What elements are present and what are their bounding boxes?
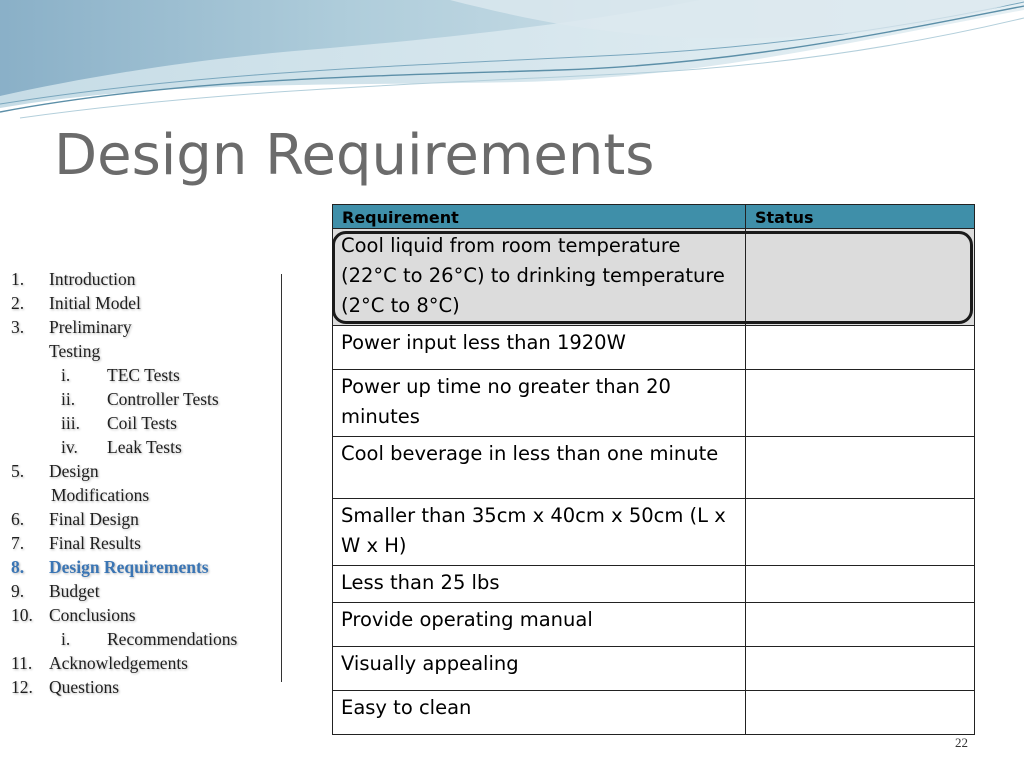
- status-cell: [746, 437, 975, 499]
- agenda-item: [8, 460, 278, 484]
- page-number: 22: [955, 735, 968, 750]
- agenda-item-number: 9.: [11, 581, 25, 601]
- requirement-cell: Provide operating manual: [333, 603, 746, 647]
- requirement-cell: Cool liquid from room temperature (22°C to 26°C) to drinking temperature (2°C to 8°C): [333, 229, 746, 326]
- agenda-item: [8, 316, 278, 340]
- agenda-divider: [281, 274, 282, 682]
- agenda-item: [8, 484, 278, 508]
- status-cell: [746, 647, 975, 691]
- agenda-item-number: 5.: [11, 461, 25, 481]
- table-row: [333, 566, 975, 603]
- table-row: [333, 437, 975, 499]
- table-row: [333, 647, 975, 691]
- agenda-item-label: Acknowledgements: [49, 653, 188, 673]
- requirement-cell: Visually appealing: [333, 647, 746, 691]
- agenda-item: [8, 364, 278, 388]
- requirement-cell: Smaller than 35cm x 40cm x 50cm (L x W x H): [333, 499, 746, 566]
- status-cell: [746, 691, 975, 735]
- agenda-item-label: Final Results: [49, 533, 141, 553]
- agenda-item-label: Introduction: [49, 269, 136, 289]
- agenda-item-label: Design: [49, 461, 99, 481]
- agenda-item-number: 6.: [11, 509, 25, 529]
- agenda-item-number: iv.: [61, 437, 78, 457]
- requirement-cell: Power up time no greater than 20 minutes: [333, 370, 746, 437]
- agenda-item: [8, 508, 278, 532]
- agenda-item-number: 1.: [11, 269, 25, 289]
- agenda-list: [8, 268, 278, 700]
- table-row: [333, 603, 975, 647]
- agenda-item-label: Coil Tests: [107, 413, 177, 433]
- agenda-item: [8, 556, 278, 580]
- requirement-cell: Less than 25 lbs: [333, 566, 746, 603]
- agenda-item-number: 8.: [11, 557, 25, 577]
- agenda-item-label: Initial Model: [49, 293, 141, 313]
- requirement-cell: Power input less than 1920W: [333, 326, 746, 370]
- agenda-item-label: Budget: [49, 581, 100, 601]
- header-requirement: Requirement: [333, 205, 746, 229]
- slide-title: Design Requirements: [54, 123, 655, 188]
- table-row: [333, 229, 975, 326]
- agenda-item: [8, 436, 278, 460]
- agenda-item-number: 7.: [11, 533, 25, 553]
- agenda-item-label: Testing: [49, 341, 101, 361]
- agenda-item-label: Recommendations: [107, 629, 238, 649]
- agenda-item-number: 11.: [11, 653, 33, 673]
- agenda-item-label: Leak Tests: [107, 437, 182, 457]
- agenda-item-number: ii.: [61, 389, 76, 409]
- agenda-item-number: 12.: [11, 677, 33, 697]
- decorative-waves-banner: [0, 0, 1024, 120]
- table-row: [333, 499, 975, 566]
- status-cell: [746, 566, 975, 603]
- agenda-item: [8, 628, 278, 652]
- header-status: Status: [746, 205, 975, 229]
- agenda-item-number: iii.: [61, 413, 80, 433]
- requirement-cell: Cool beverage in less than one minute: [333, 437, 746, 499]
- table-row: [333, 326, 975, 370]
- table-row: [333, 691, 975, 735]
- agenda-item-label: Preliminary: [49, 317, 132, 337]
- agenda-item-number: i.: [61, 629, 71, 649]
- agenda-item-label: Final Design: [49, 509, 139, 529]
- status-cell: [746, 370, 975, 437]
- agenda-item: [8, 532, 278, 556]
- agenda-item-number: 3.: [11, 317, 25, 337]
- table-header-row: [333, 205, 975, 229]
- agenda-item: [8, 676, 278, 700]
- agenda-item: [8, 268, 278, 292]
- agenda-item-number: i.: [61, 365, 71, 385]
- status-cell: [746, 499, 975, 566]
- agenda-item: [8, 340, 278, 364]
- agenda-item: [8, 580, 278, 604]
- agenda-item-number: 2.: [11, 293, 25, 313]
- agenda-item-label: Conclusions: [49, 605, 136, 625]
- agenda-item: [8, 604, 278, 628]
- agenda-item: [8, 388, 278, 412]
- agenda-item-label: Questions: [49, 677, 119, 697]
- agenda-item-number: 10.: [11, 605, 33, 625]
- requirement-cell: Easy to clean: [333, 691, 746, 735]
- agenda-item: [8, 652, 278, 676]
- agenda-item: [8, 292, 278, 316]
- status-cell: [746, 229, 975, 326]
- table-row: [333, 370, 975, 437]
- status-cell: [746, 603, 975, 647]
- agenda-item-label: Controller Tests: [107, 389, 219, 409]
- agenda-item: [8, 412, 278, 436]
- requirements-table: [332, 204, 975, 735]
- agenda-item-label: Design Requirements: [49, 557, 209, 577]
- agenda-item-label: Modifications: [51, 485, 150, 505]
- agenda-item-label: TEC Tests: [107, 365, 180, 385]
- status-cell: [746, 326, 975, 370]
